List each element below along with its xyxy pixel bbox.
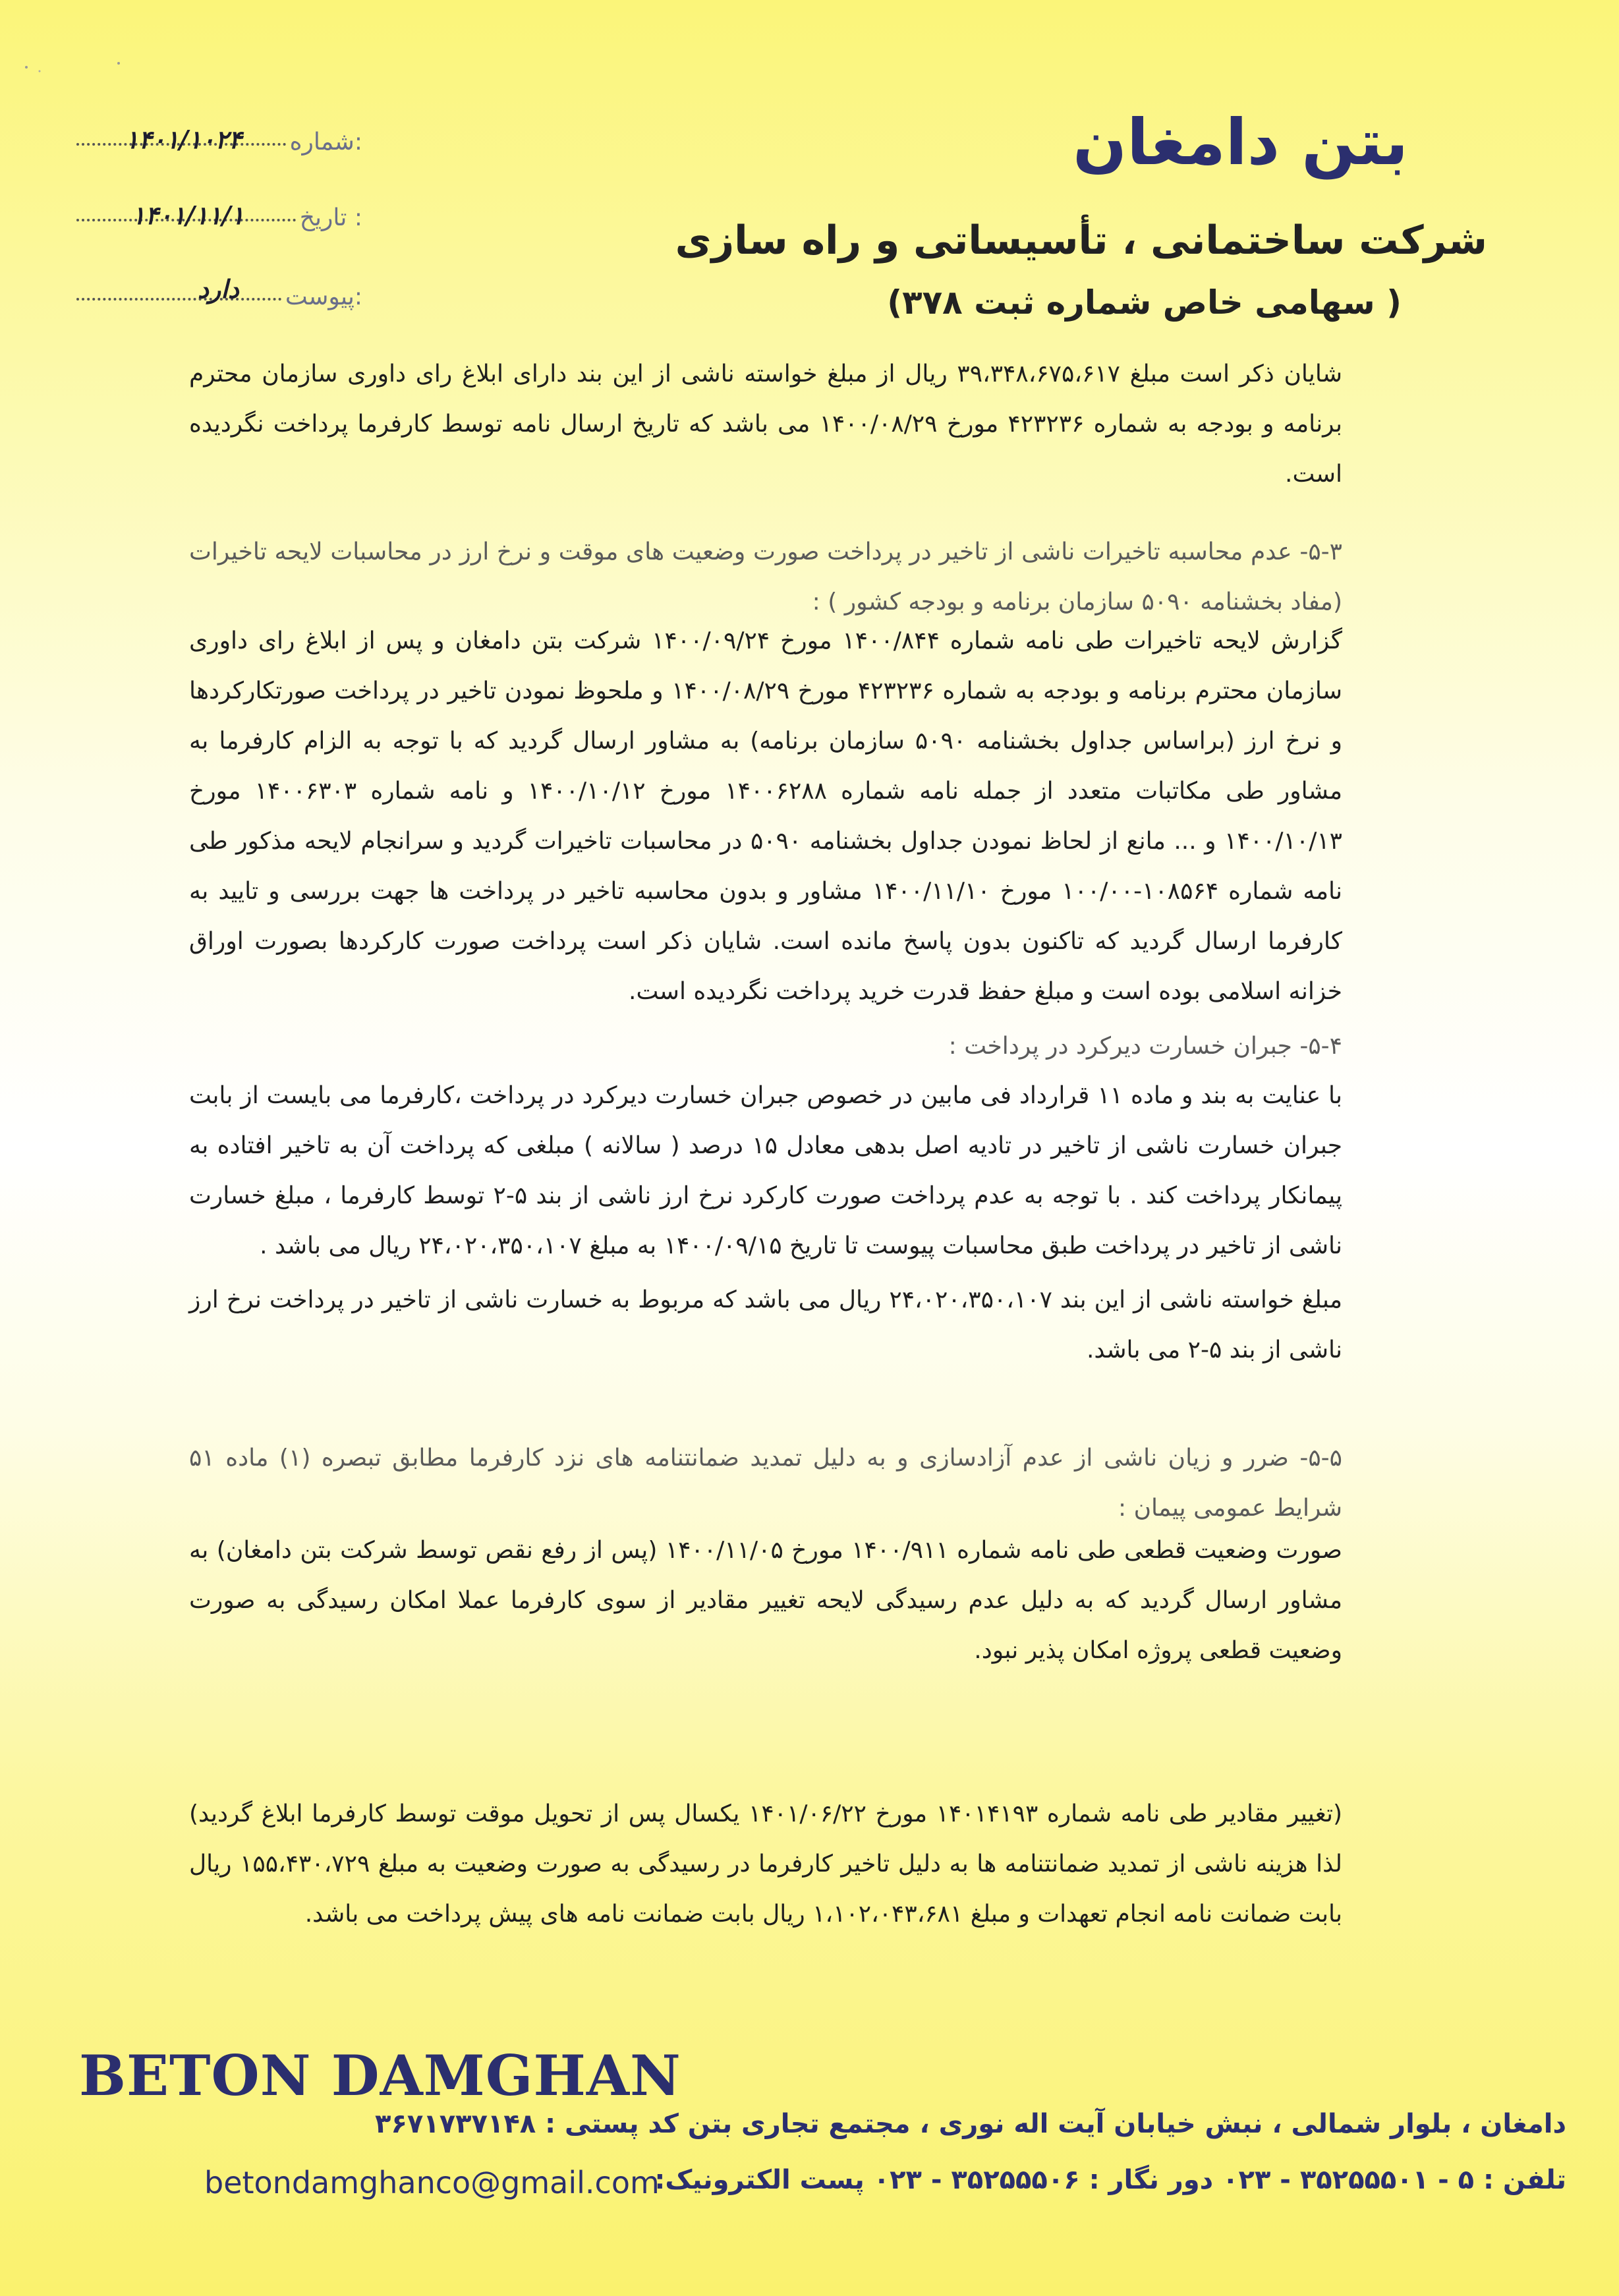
company-registration: ( سهامی خاص شماره ثبت ۳۷۸) bbox=[887, 283, 1402, 322]
paper-speck bbox=[13, 59, 132, 79]
paragraph-late-payment: با عنایت به بند و ماده ۱۱ قرارداد فی مابین در خصوص جبران خسارت دیرکرد در پرداخت ،کارفرما می بایست از بابت جبران خسارت ناشی از تاخیر در تادیه اصل بدهی معادل ۱۵ درصد ( سالانه ) مبلغی که پرداخت آن به تاخیر افتاده به پیمانکار پرداخت کند . با توجه به عدم پرداخت صورت کارکرد نرخ ارز ناشی از بند ۵-۲ توسط کارفرما ، مبلغ خسارت ناشی از تاخیر در پرداخت طبق محاسبات پیوست تا تاریخ ۱۴۰۰/۰۹/۱۵ به مبلغ ۲۴،۰۲۰،۳۵۰،۱۰۷ ریال می باشد . bbox=[189, 1082, 1342, 1259]
section-heading-5-4: ۵-۴- جبران خسارت دیرکرد در پرداخت : bbox=[948, 1033, 1342, 1060]
letter-attachment-value: دارد bbox=[198, 274, 239, 304]
letter-number-label: شماره: bbox=[289, 129, 362, 156]
paragraph-guarantee-costs: (تغییر مقادیر طی نامه شماره ۱۴۰۱۴۱۹۳ مورخ ۱۴۰۱/۰۶/۲۲ یکسال پس از تحویل موقت توسط کارفرما ابلاغ گردید) لذا هزینه ناشی از تمدید ضمانتنامه ها به دلیل تاخیر کارفرما در رسیدگی به صورت وضعیت به مبلغ ۱۵۵،۴۳۰،۷۲۹ ریال بابت ضمانت نامه انجام تعهدات و مبلغ ۱،۱۰۲،۰۴۳،۶۸۱ ریال بابت ضمانت نامه های پیش پرداخت می باشد. bbox=[189, 1800, 1343, 1928]
footer-phone-fax: تلفن : ۵ - ۳۵۲۵۵۵۰۱ - ۰۲۳ دور نگار : ۳۵۲۵۵۵۰۶ - ۰۲۳ پست الکترونیک: bbox=[654, 2165, 1566, 2195]
paragraph-arbitration-note: شایان ذکر است مبلغ ۳۹،۳۴۸،۶۷۵،۶۱۷ ریال از مبلغ خواسته ناشی از این بند دارای ابلاغ رای داوری سازمان محترم برنامه و بودجه به شماره ۴۲۳۲۳۶ مورخ ۱۴۰۰/۰۸/۲۹ می باشد که تاریخ ارسال نامه توسط کارفرما پرداخت نگردیده است. bbox=[189, 360, 1343, 488]
letter-number-field bbox=[72, 125, 362, 156]
dotted-line bbox=[76, 298, 281, 301]
paragraph-delay-report: گزارش لایحه تاخیرات طی نامه شماره ۱۴۰۰/۸۴۴ مورخ ۱۴۰۰/۰۹/۲۴ شرکت بتن دامغان و پس از ابلاغ رای داوری سازمان محترم برنامه و بودجه به شماره ۴۲۳۲۳۶ مورخ ۱۴۰۰/۰۸/۲۹ و ملحوظ نمودن تاخیر در پرداخت صورتکارکردها و نرخ ارز (براساس جداول بخشنامه ۵۰۹۰ سازمان برنامه) به مشاور ارسال گردید که با توجه به الزام کارفرما به مشاور طی مکاتبات متعدد از جمله نامه شماره ۱۴۰۰۶۲۸۸ مورخ ۱۴۰۰/۱۰/۱۲ و نامه شماره ۱۴۰۰۶۳۰۳ مورخ ۱۴۰۰/۱۰/۱۳ و ... مانع از لحاظ نمودن جداول بخشنامه ۵۰۹۰ در محاسبات تاخیرات گردید و سرانجام لایحه مذکور طی نامه شماره ۱۰۸۵۶۴-۱۰۰/۰۰ مورخ ۱۴۰۰/۱۱/۱۰ مشاور و بدون محاسبه تاخیر در پرداخت ها جهت بررسی و تایید به کارفرما ارسال گردید که تاکنون بدون پاسخ مانده است. شایان ذکر است پرداخت صورت کارکردها بصورت اوراق خزانه اسلامی بوده است و مبلغ حفظ قدرت خرید پرداخت نگردیده است. bbox=[189, 627, 1343, 1005]
footer-email-link[interactable]: betondamghanco@gmail.com bbox=[204, 2165, 660, 2200]
letter-number-value: ۱۴۰۱/۱۰۲۴ bbox=[125, 125, 242, 154]
letter-date-value: ۱۴۰۱/۱۱/۱ bbox=[132, 200, 244, 230]
letter-date-field bbox=[72, 200, 362, 231]
paragraph-final-statement: صورت وضعیت قطعی طی نامه شماره ۱۴۰۰/۹۱۱ مورخ ۱۴۰۰/۱۱/۰۵ (پس از رفع نقص توسط شرکت بتن دامغان) به مشاور ارسال گردید که به دلیل عدم رسیدگی لایحه تغییر مقادیر از سوی کارفرما عملا امکان رسیدگی به صورت وضعیت قطعی پروژه امکان پذیر نبود. bbox=[189, 1537, 1342, 1664]
letter-attachment-field bbox=[72, 274, 362, 310]
letter-date-label: تاریخ : bbox=[299, 204, 362, 231]
footer-brand-latin: BETON DAMGHAN bbox=[79, 2043, 681, 2108]
paragraph-claim-amount: مبلغ خواسته ناشی از این بند ۲۴،۰۲۰،۳۵۰،۱۰۷ ریال می باشد که مربوط به خسارت ناشی از تاخیر در پرداخت نرخ ارز ناشی از بند ۵-۲ می باشد. bbox=[189, 1286, 1342, 1363]
letter-attachment-label: پیوست: bbox=[285, 283, 362, 310]
section-heading-5-5: ۵-۵- ضرر و زیان ناشی از عدم آزادسازی و به دلیل تمدید ضمانتنامه های نزد کارفرما مطابق تبصره (۱) ماده ۵۱ شرایط عمومی پیمان : bbox=[189, 1445, 1343, 1522]
section-heading-5-3: ۵-۳- عدم محاسبه تاخیرات ناشی از تاخیر در پرداخت صورت وضعیت های موقت و نرخ ارز در محاسبات لایحه تاخیرات (مفاد بخشنامه ۵۰۹۰ سازمان برنامه و بودجه کشور ) : bbox=[189, 538, 1342, 616]
company-name: بتن دامغان bbox=[1073, 105, 1408, 179]
company-description: شرکت ساختمانی ، تأسیساتی و راه سازی bbox=[675, 217, 1487, 264]
footer-address: دامغان ، بلوار شمالی ، نبش خیابان آیت اله نوری ، مجتمع تجاری بتن کد پستی : ۳۶۷۱۷۳۷۱۴۸ bbox=[375, 2109, 1566, 2139]
